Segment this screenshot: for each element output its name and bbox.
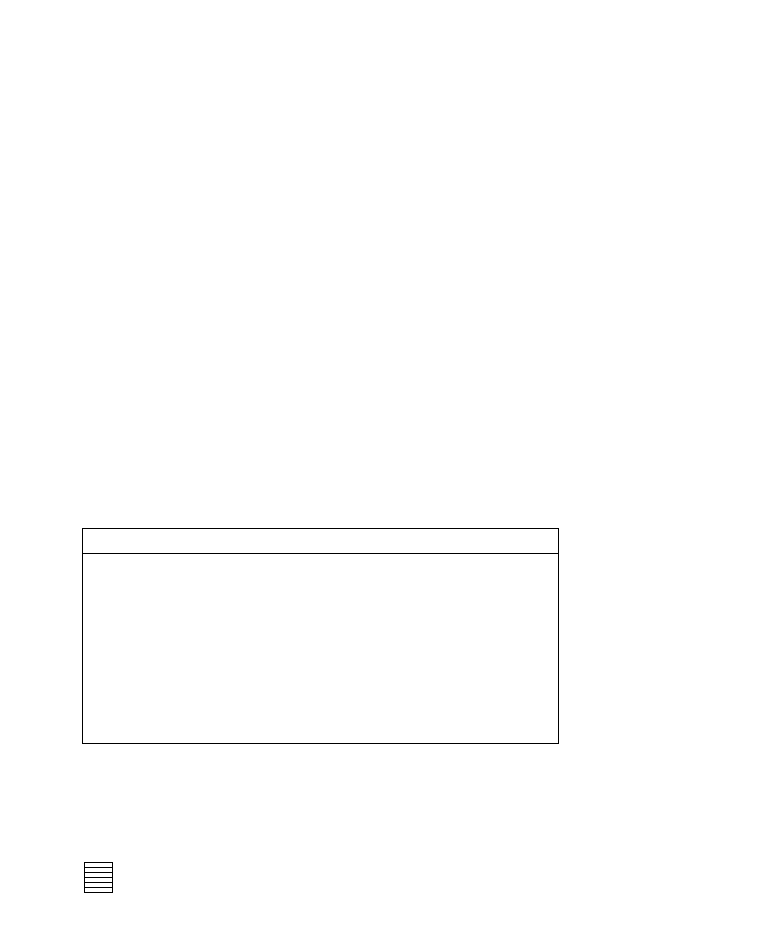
sena-form bbox=[82, 528, 559, 744]
stacked-lines bbox=[84, 862, 113, 893]
form-fecha bbox=[309, 578, 314, 582]
form-title bbox=[83, 529, 558, 554]
form-ficha bbox=[113, 590, 126, 594]
